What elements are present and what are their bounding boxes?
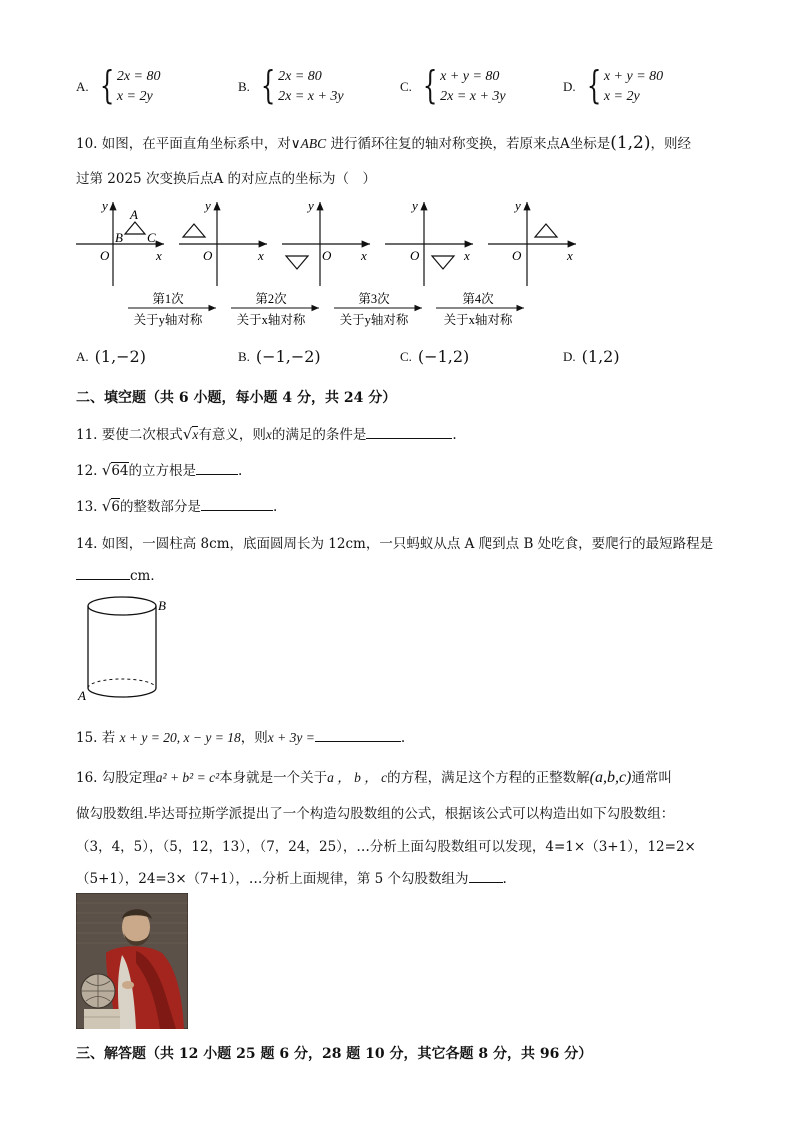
q16-line4	[76, 867, 507, 887]
option-label: D.	[563, 348, 576, 364]
q13	[76, 495, 277, 515]
variable: x	[265, 427, 272, 442]
q16-line1	[76, 766, 672, 787]
q10-text: 10. 如图，在平面直角坐标系中，对	[76, 136, 291, 152]
equation-system	[256, 63, 344, 107]
equation: x = 2y	[603, 89, 640, 104]
step-label: 第3次	[358, 292, 390, 306]
y-axis-label: y	[102, 198, 108, 213]
q11-text: 11. 要使二次根式	[76, 427, 183, 443]
q15-text: 15. 若	[76, 730, 116, 746]
step-label: 第1次	[152, 292, 184, 306]
y-axis-label: y	[515, 198, 521, 213]
step-desc: 关于x轴对称	[236, 313, 306, 327]
equation: 2x = 80	[278, 69, 322, 84]
cylinder-top	[88, 597, 156, 615]
q9-option-d[interactable]	[563, 63, 664, 107]
q9-option-c[interactable]	[400, 63, 506, 107]
answer-blank[interactable]	[469, 868, 503, 883]
q16-text: （5+1），24=3×（7+1），…分析上面规律，第 5 个勾股数组为	[76, 871, 469, 887]
step-arrow-3	[334, 291, 422, 327]
triangle-abc	[125, 222, 145, 234]
q12-number: 12.	[76, 463, 98, 479]
tuple: (a,b,c)	[589, 769, 632, 786]
y-axis-label: y	[308, 198, 314, 213]
option-label: A.	[76, 78, 89, 94]
equation: x + y = 80	[440, 69, 500, 84]
equation-system	[418, 63, 506, 107]
q11	[76, 423, 457, 443]
q10-text: 进行循环往复的轴对称变换，若原来点A坐标是	[326, 136, 611, 152]
q16-line2: 做勾股数组.毕达哥拉斯学派提出了一个构造勾股数组的公式，根据该公式可以构造出如下勾股数组：	[76, 806, 675, 822]
q10-line1	[76, 132, 691, 153]
equation: x = 2y	[116, 89, 153, 104]
option-label: B.	[238, 78, 250, 94]
origin-label: O	[100, 248, 110, 263]
coordinate-panel-2	[179, 198, 267, 286]
q10-text: ，则经	[650, 136, 692, 152]
point-a-label: A	[78, 688, 86, 703]
origin-label: O	[512, 248, 522, 263]
sqrt-sign: √	[182, 425, 193, 443]
answer-blank[interactable]	[366, 424, 452, 439]
step-label: 第4次	[462, 292, 494, 306]
triangle	[535, 224, 557, 237]
triangle	[286, 256, 308, 269]
option-value: (−1,2)	[417, 347, 470, 366]
triangle-symbol: ∨	[290, 136, 301, 152]
answer-blank[interactable]	[196, 460, 238, 475]
y-axis-label: y	[412, 198, 418, 213]
condition: x + y = 20, x − y = 18	[119, 730, 241, 745]
triangle	[432, 256, 454, 269]
step-desc: 关于x轴对称	[443, 313, 513, 327]
y-axis-label: y	[205, 198, 211, 213]
point-b-label: B	[115, 230, 123, 245]
variables: a ， b ， c	[327, 770, 388, 785]
point-a-label: A	[130, 207, 138, 222]
q10-line2: 过第 2025 次变换后点A 的对应点的坐标为（ ）	[76, 171, 376, 187]
answer-blank[interactable]	[76, 565, 130, 580]
point-c-label: C	[147, 230, 156, 245]
period: .	[272, 499, 278, 515]
answer-blank[interactable]	[201, 496, 273, 511]
triangle-name: ABC	[300, 136, 327, 151]
q16-text: 16. 勾股定理	[76, 770, 156, 786]
equation: 2x = x + 3y	[440, 89, 506, 104]
option-value: (1,−2)	[94, 347, 146, 366]
equation: 2x = 80	[116, 69, 161, 84]
q10-figure	[76, 196, 586, 332]
brace: {	[422, 63, 438, 107]
coordinate-panel-4	[385, 198, 473, 286]
q9-option-b[interactable]	[238, 63, 344, 107]
q9-option-a[interactable]	[76, 63, 161, 107]
q10-option-b[interactable]	[238, 347, 321, 366]
x-axis-label: x	[156, 248, 162, 263]
point-b-label: B	[158, 598, 166, 613]
q14-line1: 14. 如图，一圆柱高 8cm，底面圆周长为 12cm，一只蚂蚁从点 A 爬到点 B 处吃食，要爬行的最短路程是	[76, 536, 714, 552]
x-axis-label: x	[567, 248, 573, 263]
cylinder-bottom-back	[88, 679, 156, 688]
brace: {	[586, 63, 601, 107]
triangle	[183, 224, 205, 237]
step-arrow-2	[231, 291, 319, 327]
cylinder-figure	[76, 592, 176, 704]
q13-text: 的整数部分是	[119, 499, 201, 515]
q16-text: 的方程，满足这个方程的正整数解	[387, 770, 590, 786]
q11-text: 有意义，则	[198, 427, 266, 443]
q10-option-c[interactable]	[400, 347, 469, 366]
q15-text: ，则	[240, 730, 268, 746]
option-value: (−1,−2)	[255, 347, 321, 366]
answer-blank[interactable]	[315, 727, 401, 742]
origin-label: O	[410, 248, 420, 263]
unit: cm．	[130, 568, 164, 584]
option-label: A.	[76, 348, 89, 364]
pythagoras-portrait-image	[76, 893, 188, 1029]
option-label: C.	[400, 78, 412, 94]
origin-label: O	[203, 248, 213, 263]
option-label: B.	[238, 348, 250, 364]
sqrt-sign: √	[101, 461, 112, 479]
radicand: 64	[111, 463, 129, 479]
cylinder-bottom-front	[88, 688, 156, 697]
period: .	[400, 730, 406, 746]
q16-line3: （3，4，5），（5，12，13），（7，24，25），…分析上面勾股数组可以发现，4=1×（3+1），12=2×	[76, 839, 696, 855]
formula: a² + b² = c²	[155, 770, 220, 785]
option-label: D.	[563, 78, 576, 94]
step-arrow-1	[128, 291, 216, 327]
coordinate: (1,2)	[610, 133, 651, 153]
step-desc: 关于y轴对称	[133, 313, 203, 327]
q16-text: 通常叫	[631, 770, 672, 786]
step-arrow-4	[436, 291, 524, 327]
q11-text: 的满足的条件是	[271, 427, 367, 443]
q15	[76, 726, 405, 746]
q14-line2	[76, 564, 164, 584]
section-heading-3: 三、解答题（共 12 小题 25 题 6 分，28 题 10 分，其它各题 8 分，共 96 分）	[76, 1046, 593, 1062]
period: .	[502, 871, 507, 887]
equation-system	[582, 63, 664, 107]
option-value: (1,2)	[581, 347, 620, 366]
q10-option-d[interactable]	[563, 347, 620, 366]
radicand: 6	[111, 499, 120, 515]
q10-option-a[interactable]	[76, 347, 146, 366]
q13-number: 13.	[76, 499, 98, 515]
period: .	[238, 463, 243, 479]
sqrt-sign: √	[101, 497, 112, 515]
step-desc: 关于y轴对称	[339, 313, 409, 327]
period: .	[452, 427, 457, 443]
equation: x + y = 80	[603, 69, 664, 84]
q12	[76, 459, 242, 479]
coordinate-panel-1	[76, 198, 164, 286]
equation-system	[95, 63, 161, 107]
expression: x + 3y =	[267, 730, 315, 745]
x-axis-label: x	[464, 248, 470, 263]
section-heading-2: 二、填空题（共 6 小题，每小题 4 分，共 24 分）	[76, 390, 397, 406]
x-axis-label: x	[361, 248, 367, 263]
brace: {	[260, 63, 276, 107]
equation: 2x = x + 3y	[278, 89, 344, 104]
x-axis-label: x	[258, 248, 264, 263]
origin-label: O	[322, 248, 332, 263]
brace: {	[99, 63, 114, 107]
coordinate-panel-3	[282, 198, 370, 286]
q16-text: 本身就是一个关于	[219, 770, 328, 786]
radicand: x	[192, 427, 199, 442]
option-label: C.	[400, 348, 412, 364]
step-label: 第2次	[255, 292, 287, 306]
coordinate-panel-5	[488, 198, 576, 286]
q12-text: 的立方根是	[128, 463, 197, 479]
